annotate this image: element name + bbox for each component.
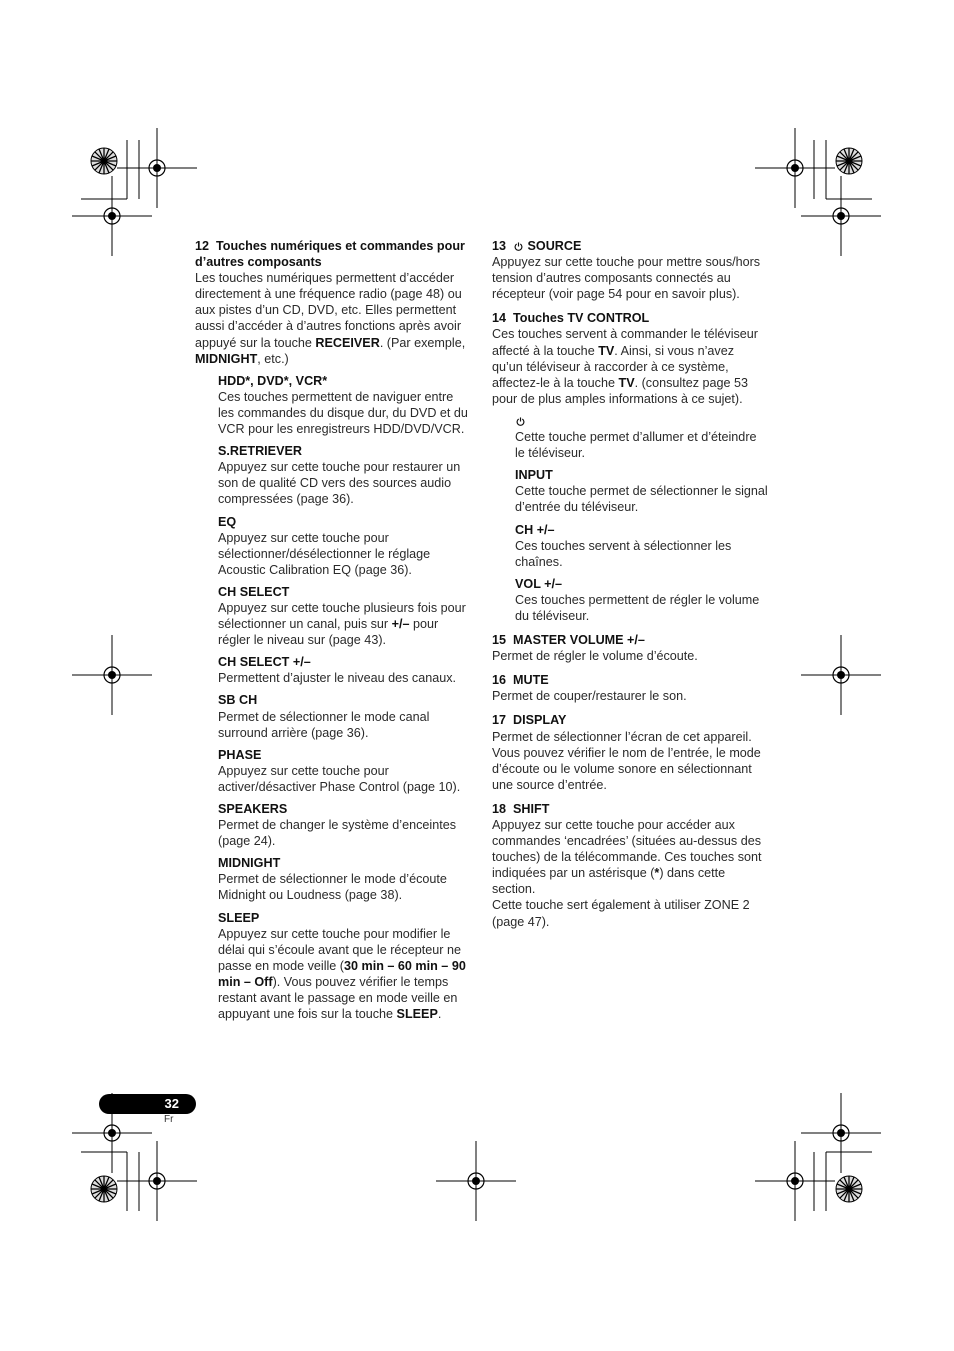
right-column bbox=[492, 238, 768, 938]
power-icon bbox=[514, 242, 523, 251]
section-heading: 14 Touches TV CONTROL bbox=[492, 311, 650, 326]
star-target-icon bbox=[91, 148, 117, 174]
section-14: 14 Touches TV CONTROL Ces touches servent à commander le téléviseur affecté à la touche TV. Ainsi, si vous n’avez qu’un téléviseur à raccorder à ce système, affectez-le à la touche TV. (consultez page 53 pour de plus amples informations à ce sujet). Cette touche permet d’allumer et d’éteindre le téléviseur. INPUT Cette touche permet de sélectionner le signal d’entrée du téléviseur. CH +/– Ces touches servent à sélectionner les chaînes. VOL +/– Ces touches permettent de régler le volume du téléviseur. bbox=[492, 311, 768, 623]
section-body: Les touches numériques permettent d’accéder directement à une fréquence radio (page 48) ou aux pistes d’un CD, DVD, etc. Elles permettent aussi d’accéder à d’autres fonctions après avoir appuyé sur la touche RECEIVER. (Par exemple, MIDNIGHT, etc.) bbox=[195, 271, 466, 366]
crosshair-icon bbox=[117, 1141, 197, 1221]
list-item: CH SELECT Appuyez sur cette touche plusieurs fois pour sélectionner un canal, puis sur +/– pour régler le niveau sur (page 43). bbox=[218, 584, 466, 648]
section-16: 16 MUTE Permet de couper/restaurer le son. bbox=[492, 673, 687, 704]
power-icon bbox=[516, 417, 525, 426]
list-item: VOL +/– Ces touches permettent de régler le volume du téléviseur. bbox=[515, 576, 760, 623]
crosshair-icon bbox=[117, 128, 197, 208]
crosshair-icon bbox=[72, 176, 152, 256]
list-item: PHASE Appuyez sur cette touche pour activer/désactiver Phase Control (page 10). bbox=[218, 747, 461, 794]
page-number-badge: 32 bbox=[99, 1094, 196, 1114]
crosshair-icon bbox=[801, 176, 881, 256]
crosshair-icon bbox=[436, 1141, 516, 1221]
crosshair-icon bbox=[72, 635, 152, 715]
list-item: MIDNIGHT Permet de sélectionner le mode d’écoute Midnight ou Loudness (page 38). bbox=[218, 856, 447, 903]
sub-items bbox=[218, 373, 470, 1022]
crosshair-icon bbox=[801, 635, 881, 715]
list-item: HDD*, DVD*, VCR* Ces touches permettent de naviguer entre les commandes du disque dur, du DVD et du VCR pour les enregistreurs HDD/DVD/VCR. bbox=[218, 373, 468, 437]
star-target-icon bbox=[836, 148, 862, 174]
star-target-icon bbox=[91, 1176, 117, 1202]
list-item: S.RETRIEVER Appuyez sur cette touche pour restaurer un son de qualité CD vers des sources audio compressées (page 36). bbox=[218, 444, 461, 507]
crosshair-icon bbox=[755, 128, 835, 208]
page-language: Fr bbox=[164, 1114, 174, 1125]
crosshair-icon bbox=[801, 1093, 881, 1173]
section-17: 17 DISPLAY Permet de sélectionner l’écran de cet appareil. Vous pouvez vérifier le nom de l’entrée, le mode d’écoute ou le volume sonore en sélectionnant une source d’entrée. bbox=[492, 713, 761, 792]
star-target-icon bbox=[836, 1176, 862, 1202]
list-item: CH +/– Ces touches servent à sélectionner les chaînes. bbox=[515, 522, 732, 569]
list-item: SB CH Permet de sélectionner le mode canal surround arrière (page 36). bbox=[218, 693, 430, 740]
list-item: INPUT Cette touche permet de sélectionner le signal d’entrée du téléviseur. bbox=[515, 468, 768, 515]
section-13: 13 SOURCE Appuyez sur cette touche pour mettre sous/hors tension d’autres composants connectés au récepteur (voir page 54 pour en savoir plus). bbox=[492, 238, 768, 302]
section-18: 18 SHIFT Appuyez sur cette touche pour accéder aux commandes ‘encadrées’ (situées au-dessus des touches) de la télécommande. Ces touches sont indiquées par un astérisque (*) dans cette section. Cette touche sert également à utiliser ZONE 2 (page 47). bbox=[492, 801, 762, 929]
list-item: SPEAKERS Permet de changer le système d’enceintes (page 24). bbox=[218, 802, 457, 849]
crosshair-icon bbox=[755, 1141, 835, 1221]
section-heading: 12 Touches numériques et commandes pour d’autres composants bbox=[195, 239, 465, 270]
sub-items bbox=[515, 413, 768, 624]
list-item: EQ Appuyez sur cette touche pour sélectionner/désélectionner le réglage Acoustic Calibration EQ (page 36). bbox=[218, 514, 431, 577]
section-heading: 13 SOURCE bbox=[492, 239, 582, 253]
list-item: Cette touche permet d’allumer et d’éteindre le téléviseur. bbox=[515, 413, 768, 461]
left-column bbox=[195, 238, 470, 1030]
list-item: CH SELECT +/– Permettent d’ajuster le niveau des canaux. bbox=[218, 655, 457, 686]
section-12 bbox=[195, 238, 470, 1022]
section-15: 15 MASTER VOLUME +/– Permet de régler le volume d’écoute. bbox=[492, 633, 698, 664]
list-item: SLEEP Appuyez sur cette touche pour modifier le délai qui s’écoule avant que le récepteur ne passe en mode veille (30 min – 60 min – 90 min – Off). Vous pouvez vérifier le temps restant avant le passage en mode veille en appuyant une fois sur la touche SLEEP. bbox=[218, 910, 466, 1022]
